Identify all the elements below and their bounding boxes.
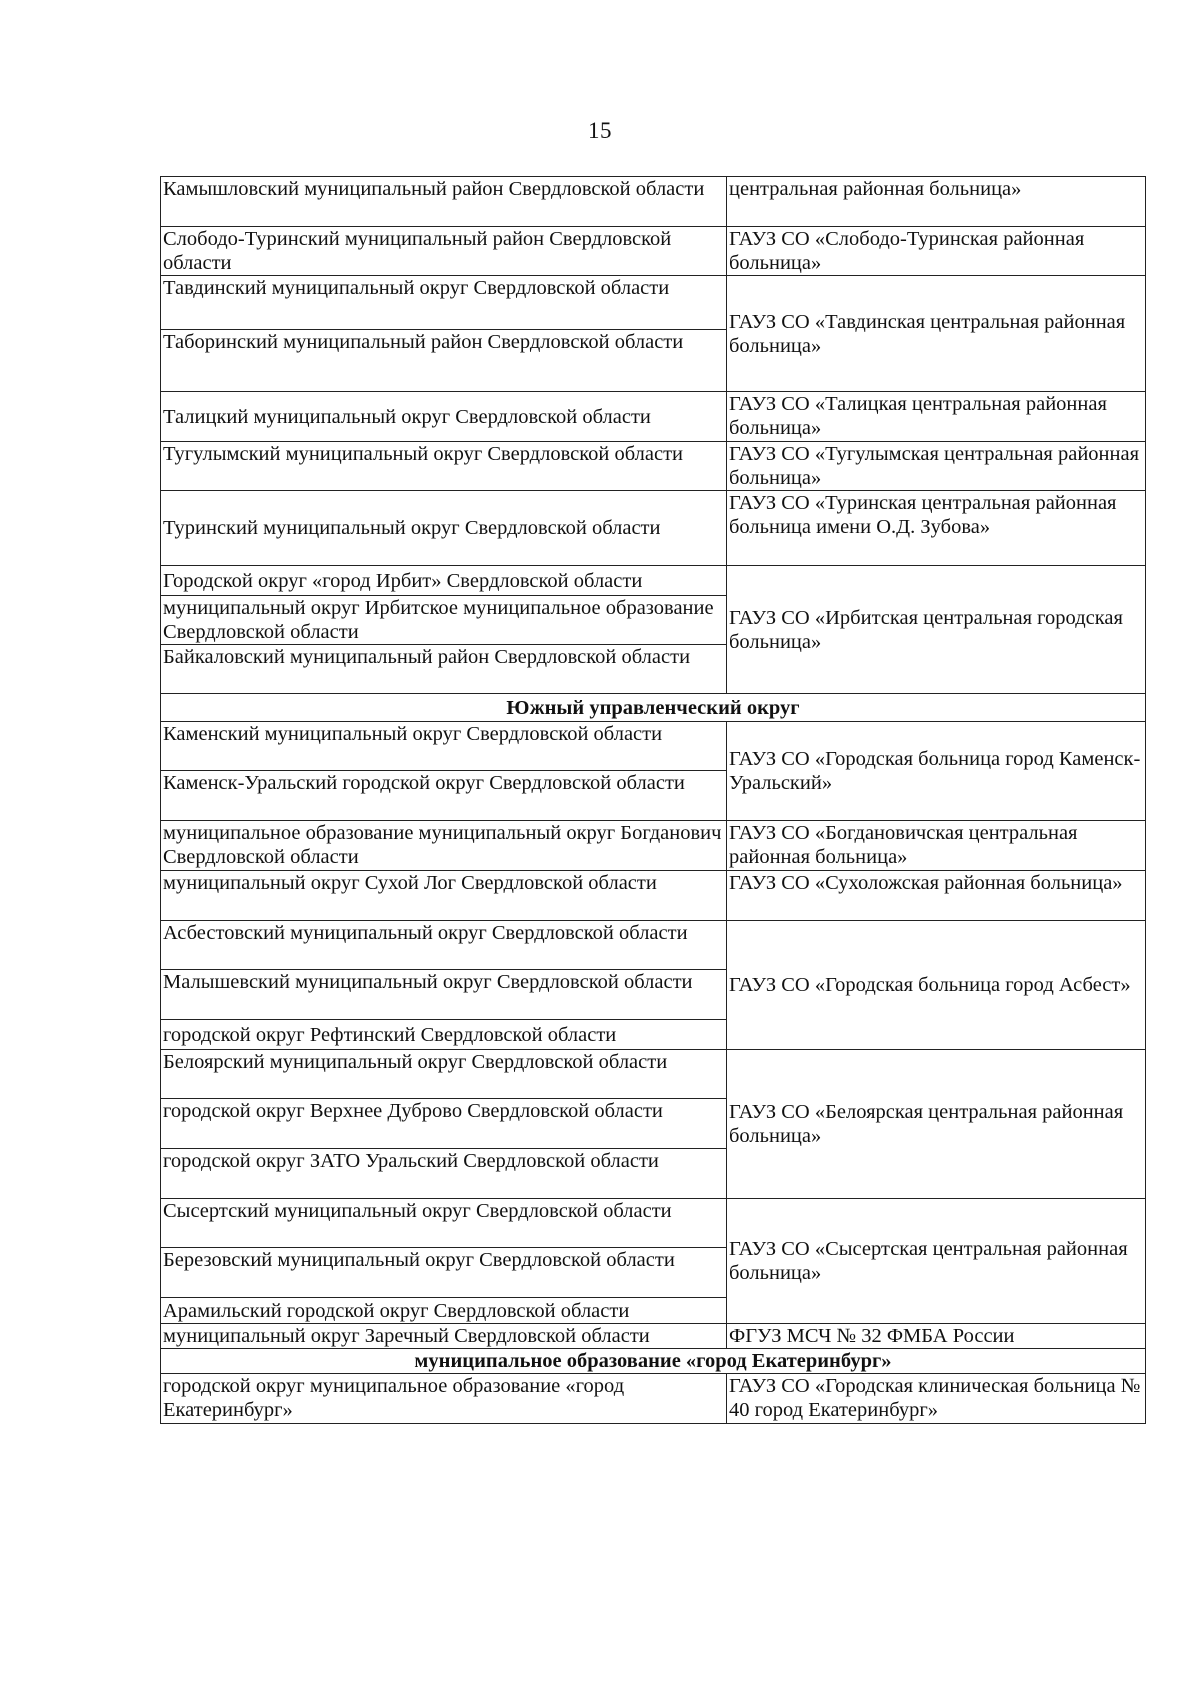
table-row <box>161 177 1146 227</box>
hospital-cell: ФГУЗ МСЧ № 32 ФМБА России <box>727 1324 1146 1349</box>
table-row <box>161 491 1146 566</box>
section-heading: муниципальное образование «город Екатеринбург» <box>161 1349 1146 1374</box>
hospital-cell: ГАУЗ СО «Ирбитская центральная городская больница» <box>727 566 1146 694</box>
municipality-cell: Березовский муниципальный округ Свердловской области <box>161 1248 727 1298</box>
table-row <box>161 1374 1146 1424</box>
municipality-cell: Байкаловский муниципальный район Свердловской области <box>161 645 727 694</box>
municipality-cell: Асбестовский муниципальный округ Свердловской области <box>161 921 727 970</box>
hospital-cell: ГАУЗ СО «Городская больница город Асбест» <box>727 921 1146 1050</box>
municipality-cell: муниципальный округ Заречный Свердловской области <box>161 1324 727 1349</box>
hospital-cell: ГАУЗ СО «Богдановичская центральная районная больница» <box>727 821 1146 871</box>
hospital-cell: ГАУЗ СО «Талицкая центральная районная больница» <box>727 392 1146 442</box>
municipality-cell: Каменск-Уральский городской округ Свердловской области <box>161 771 727 821</box>
table-row <box>161 821 1146 871</box>
hospital-cell: ГАУЗ СО «Сысертская центральная районная больница» <box>727 1199 1146 1324</box>
hospital-cell: ГАУЗ СО «Слободо-Туринская районная больница» <box>727 227 1146 276</box>
hospital-cell: ГАУЗ СО «Городская больница город Каменск-Уральский» <box>727 722 1146 821</box>
table-row <box>161 1199 1146 1248</box>
municipality-cell: Талицкий муниципальный округ Свердловской области <box>161 392 727 442</box>
section-heading: Южный управленческий округ <box>161 694 1146 722</box>
municipality-cell: Слободо-Туринский муниципальный район Свердловской области <box>161 227 727 276</box>
table-row <box>161 871 1146 921</box>
municipality-cell: городской округ муниципальное образование «город Екатеринбург» <box>161 1374 727 1424</box>
municipality-cell: Тугулымский муниципальный округ Свердловской области <box>161 442 727 491</box>
hospital-cell: ГАУЗ СО «Тугулымская центральная районная больница» <box>727 442 1146 491</box>
municipality-cell: городской округ Верхнее Дуброво Свердловской области <box>161 1099 727 1149</box>
table-row <box>161 921 1146 970</box>
hospital-cell: ГАУЗ СО «Туринская центральная районная больница имени О.Д. Зубова» <box>727 491 1146 566</box>
hospital-cell: центральная районная больница» <box>727 177 1146 227</box>
table-row <box>161 566 1146 596</box>
hospital-cell: ГАУЗ СО «Сухоложская районная больница» <box>727 871 1146 921</box>
municipality-cell: муниципальное образование муниципальный округ Богданович Свердловской области <box>161 821 727 871</box>
municipality-cell: городской округ ЗАТО Уральский Свердловской области <box>161 1149 727 1199</box>
municipality-cell: Камышловский муниципальный район Свердловской области <box>161 177 727 227</box>
municipality-cell: Сысертский муниципальный округ Свердловской области <box>161 1199 727 1248</box>
municipality-cell: городской округ Рефтинский Свердловской области <box>161 1020 727 1050</box>
table-row <box>161 1324 1146 1349</box>
municipality-cell: Таборинский муниципальный район Свердловской области <box>161 330 727 392</box>
municipality-cell: Белоярский муниципальный округ Свердловской области <box>161 1050 727 1099</box>
section-heading-row <box>161 694 1146 722</box>
hospital-cell: ГАУЗ СО «Тавдинская центральная районная больница» <box>727 276 1146 392</box>
municipality-cell: Тавдинский муниципальный округ Свердловской области <box>161 276 727 330</box>
municipality-cell: муниципальный округ Ирбитское муниципальное образование Свердловской области <box>161 596 727 645</box>
municipality-cell: Каменский муниципальный округ Свердловской области <box>161 722 727 771</box>
hospital-assignment-table <box>160 176 1146 1424</box>
table-row <box>161 442 1146 491</box>
municipality-cell: Арамильский городской округ Свердловской области <box>161 1298 727 1324</box>
table-row <box>161 722 1146 771</box>
section-heading-row <box>161 1349 1146 1374</box>
table-row <box>161 276 1146 330</box>
municipality-cell: Малышевский муниципальный округ Свердловской области <box>161 970 727 1020</box>
table-row <box>161 227 1146 276</box>
table-row <box>161 392 1146 442</box>
hospital-cell: ГАУЗ СО «Белоярская центральная районная больница» <box>727 1050 1146 1199</box>
hospital-cell: ГАУЗ СО «Городская клиническая больница № 40 город Екатеринбург» <box>727 1374 1146 1424</box>
page-number: 15 <box>588 118 612 143</box>
municipality-cell: муниципальный округ Сухой Лог Свердловской области <box>161 871 727 921</box>
table-row <box>161 1050 1146 1099</box>
municipality-cell: Городской округ «город Ирбит» Свердловской области <box>161 566 727 596</box>
municipality-cell: Туринский муниципальный округ Свердловской области <box>161 491 727 566</box>
